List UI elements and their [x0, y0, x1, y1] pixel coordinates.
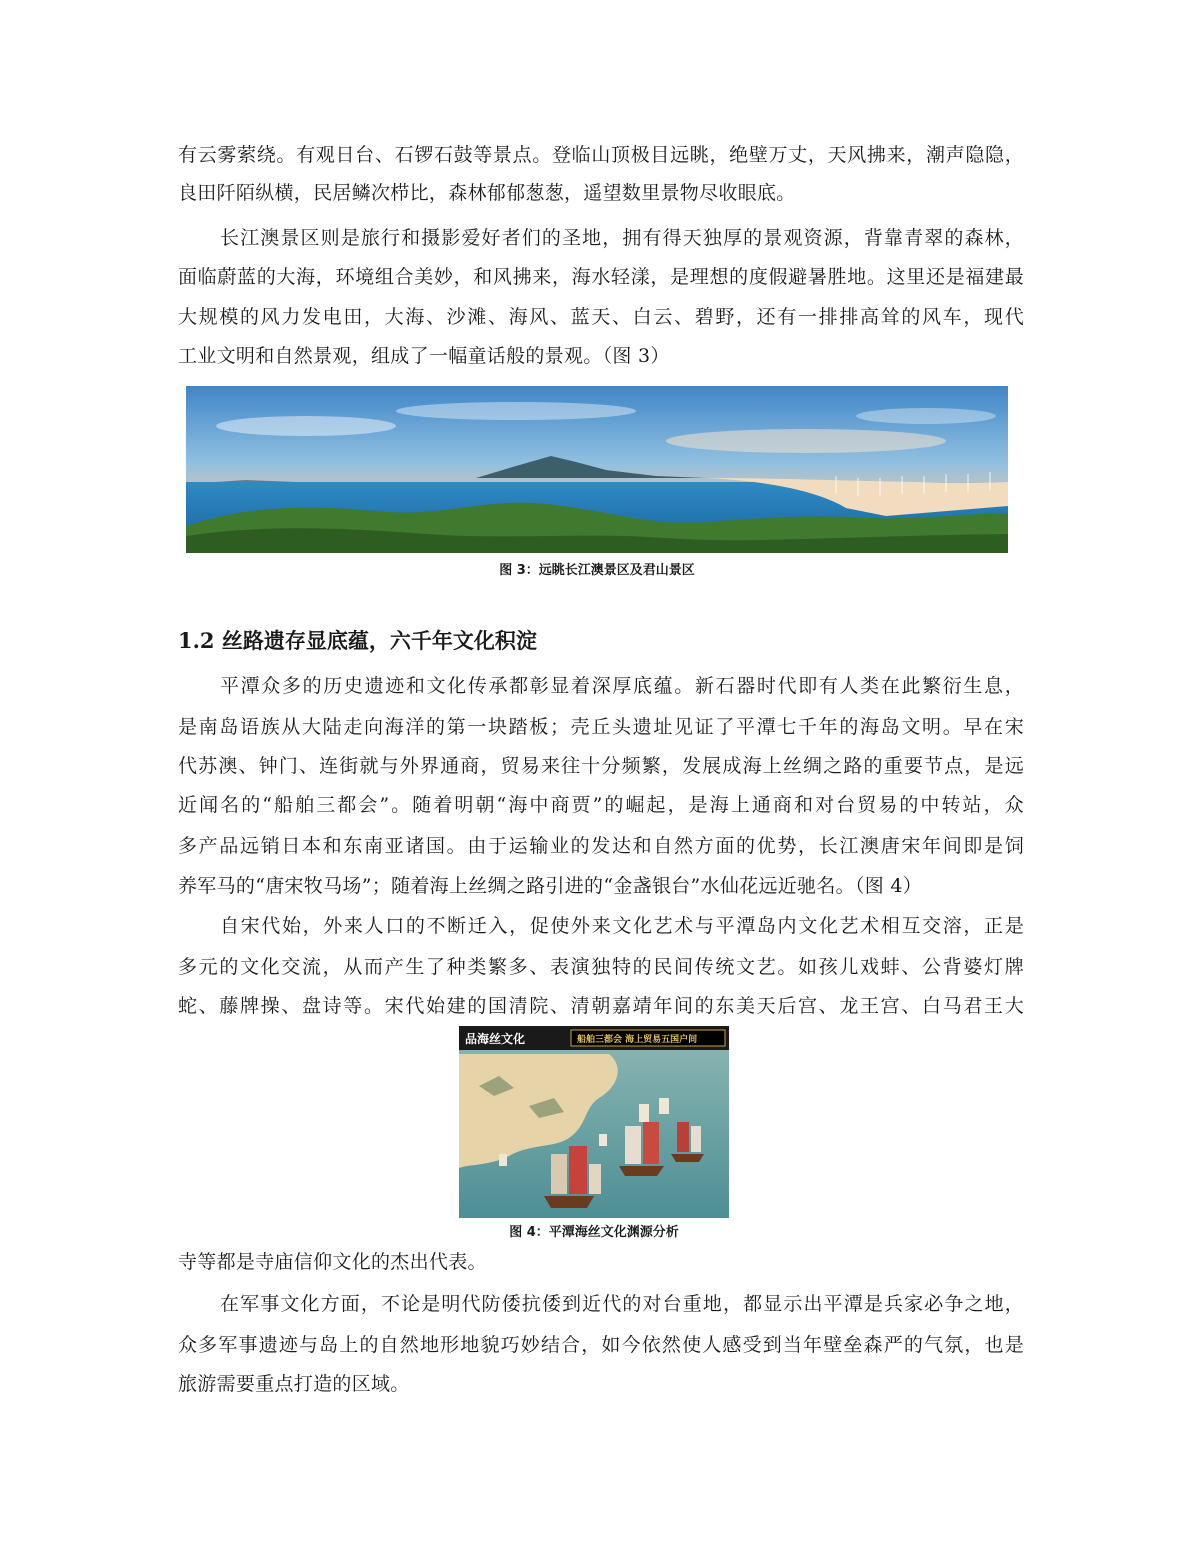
- paragraph-line: 是南岛语族从大陆走向海洋的第一块踏板；壳丘头遗址见证了平潭七千年的海岛文明。早在宋: [178, 716, 1024, 738]
- paragraph-line: 多产品远销日本和东南亚诸国。由于运输业的发达和自然方面的优势，长江澳唐宋年间即是饲: [178, 835, 1024, 857]
- paragraph-line: 平潭众多的历史遗迹和文化传承都彰显着深厚底蕴。新石器时代即有人类在此繁衍生息，: [220, 675, 1024, 697]
- paragraph-line: 长江澳景区则是旅行和摄影爱好者们的圣地，拥有得天独厚的景观资源，背靠青翠的森林，: [220, 227, 1024, 249]
- paragraph-line: 工业文明和自然景观，组成了一幅童话般的景观。（图 3）: [178, 345, 670, 367]
- paragraph-line: 蛇、藤牌操、盘诗等。宋代始建的国清院、清朝嘉靖年间的东美天后宫、龙王宫、白马君王大: [178, 995, 1024, 1017]
- paragraph-line: 代苏澳、钟门、连街就与外界通商，贸易来往十分频繁，发展成海上丝绸之路的重要节点，是远: [178, 755, 1024, 777]
- paragraph-line: 面临蔚蓝的大海，环境组合美妙，和风拂来，海水轻漾，是理想的度假避暑胜地。这里还是福建最: [178, 266, 1024, 288]
- paragraph-line: 旅游需要重点打造的区域。: [178, 1373, 410, 1395]
- figure-3-coastal-panorama: [186, 386, 1008, 553]
- section-heading: 1.2 丝路遗存显底蕴，六千年文化积淀: [178, 628, 537, 653]
- paragraph-line: 众多军事遗迹与岛上的自然地形地貌巧妙结合，如今依然使人感受到当年壁垒森严的气氛，也是: [178, 1334, 1024, 1356]
- paragraph-line: 自宋代始，外来人口的不断迁入，促使外来文化艺术与平潭岛内文化艺术相互交溶，正是: [220, 915, 1024, 937]
- paragraph-line: 寺等都是寺庙信仰文化的杰出代表。: [178, 1251, 487, 1273]
- paragraph-line: 养军马的“唐宋牧马场”；随着海上丝绸之路引进的“金盏银台”水仙花远近驰名。（图 4）: [178, 875, 923, 897]
- paragraph-line: 近闻名的“船舶三都会”。随着明朝“海中商贾”的崛起，是海上通商和对台贸易的中转站，众: [178, 794, 1024, 816]
- paragraph-line: 在军事文化方面，不论是明代防倭抗倭到近代的对台重地，都显示出平潭是兵家必争之地，: [220, 1293, 1024, 1315]
- paragraph-line: 有云雾萦绕。有观日台、石锣石鼓等景点。登临山顶极目远眺，绝壁万丈，天风拂来，潮声隐隐，: [178, 144, 1024, 166]
- paragraph-line: 大规模的风力发电田，大海、沙滩、海风、蓝天、白云、碧野，还有一排排高耸的风车，现代: [178, 306, 1024, 328]
- figure-3-caption: 图 3：远眺长江澳景区及君山景区: [499, 563, 695, 578]
- figure-4-caption: 图 4：平潭海丝文化渊源分析: [509, 1225, 679, 1240]
- paragraph-line: 良田阡陌纵横，民居鳞次栉比，森林郁郁葱葱，遥望数里景物尽收眼底。: [178, 182, 796, 204]
- figure-4-banner: 船舶三都会 海上贸易五国户间: [577, 1035, 698, 1045]
- figure-4-maritime-silk-road: [459, 1026, 729, 1218]
- figure-4-title: 品海丝文化: [465, 1032, 526, 1046]
- paragraph-line: 多元的文化交流，从而产生了种类繁多、表演独特的民间传统文艺。如孩儿戏蚌、公背婆灯牌: [178, 956, 1024, 978]
